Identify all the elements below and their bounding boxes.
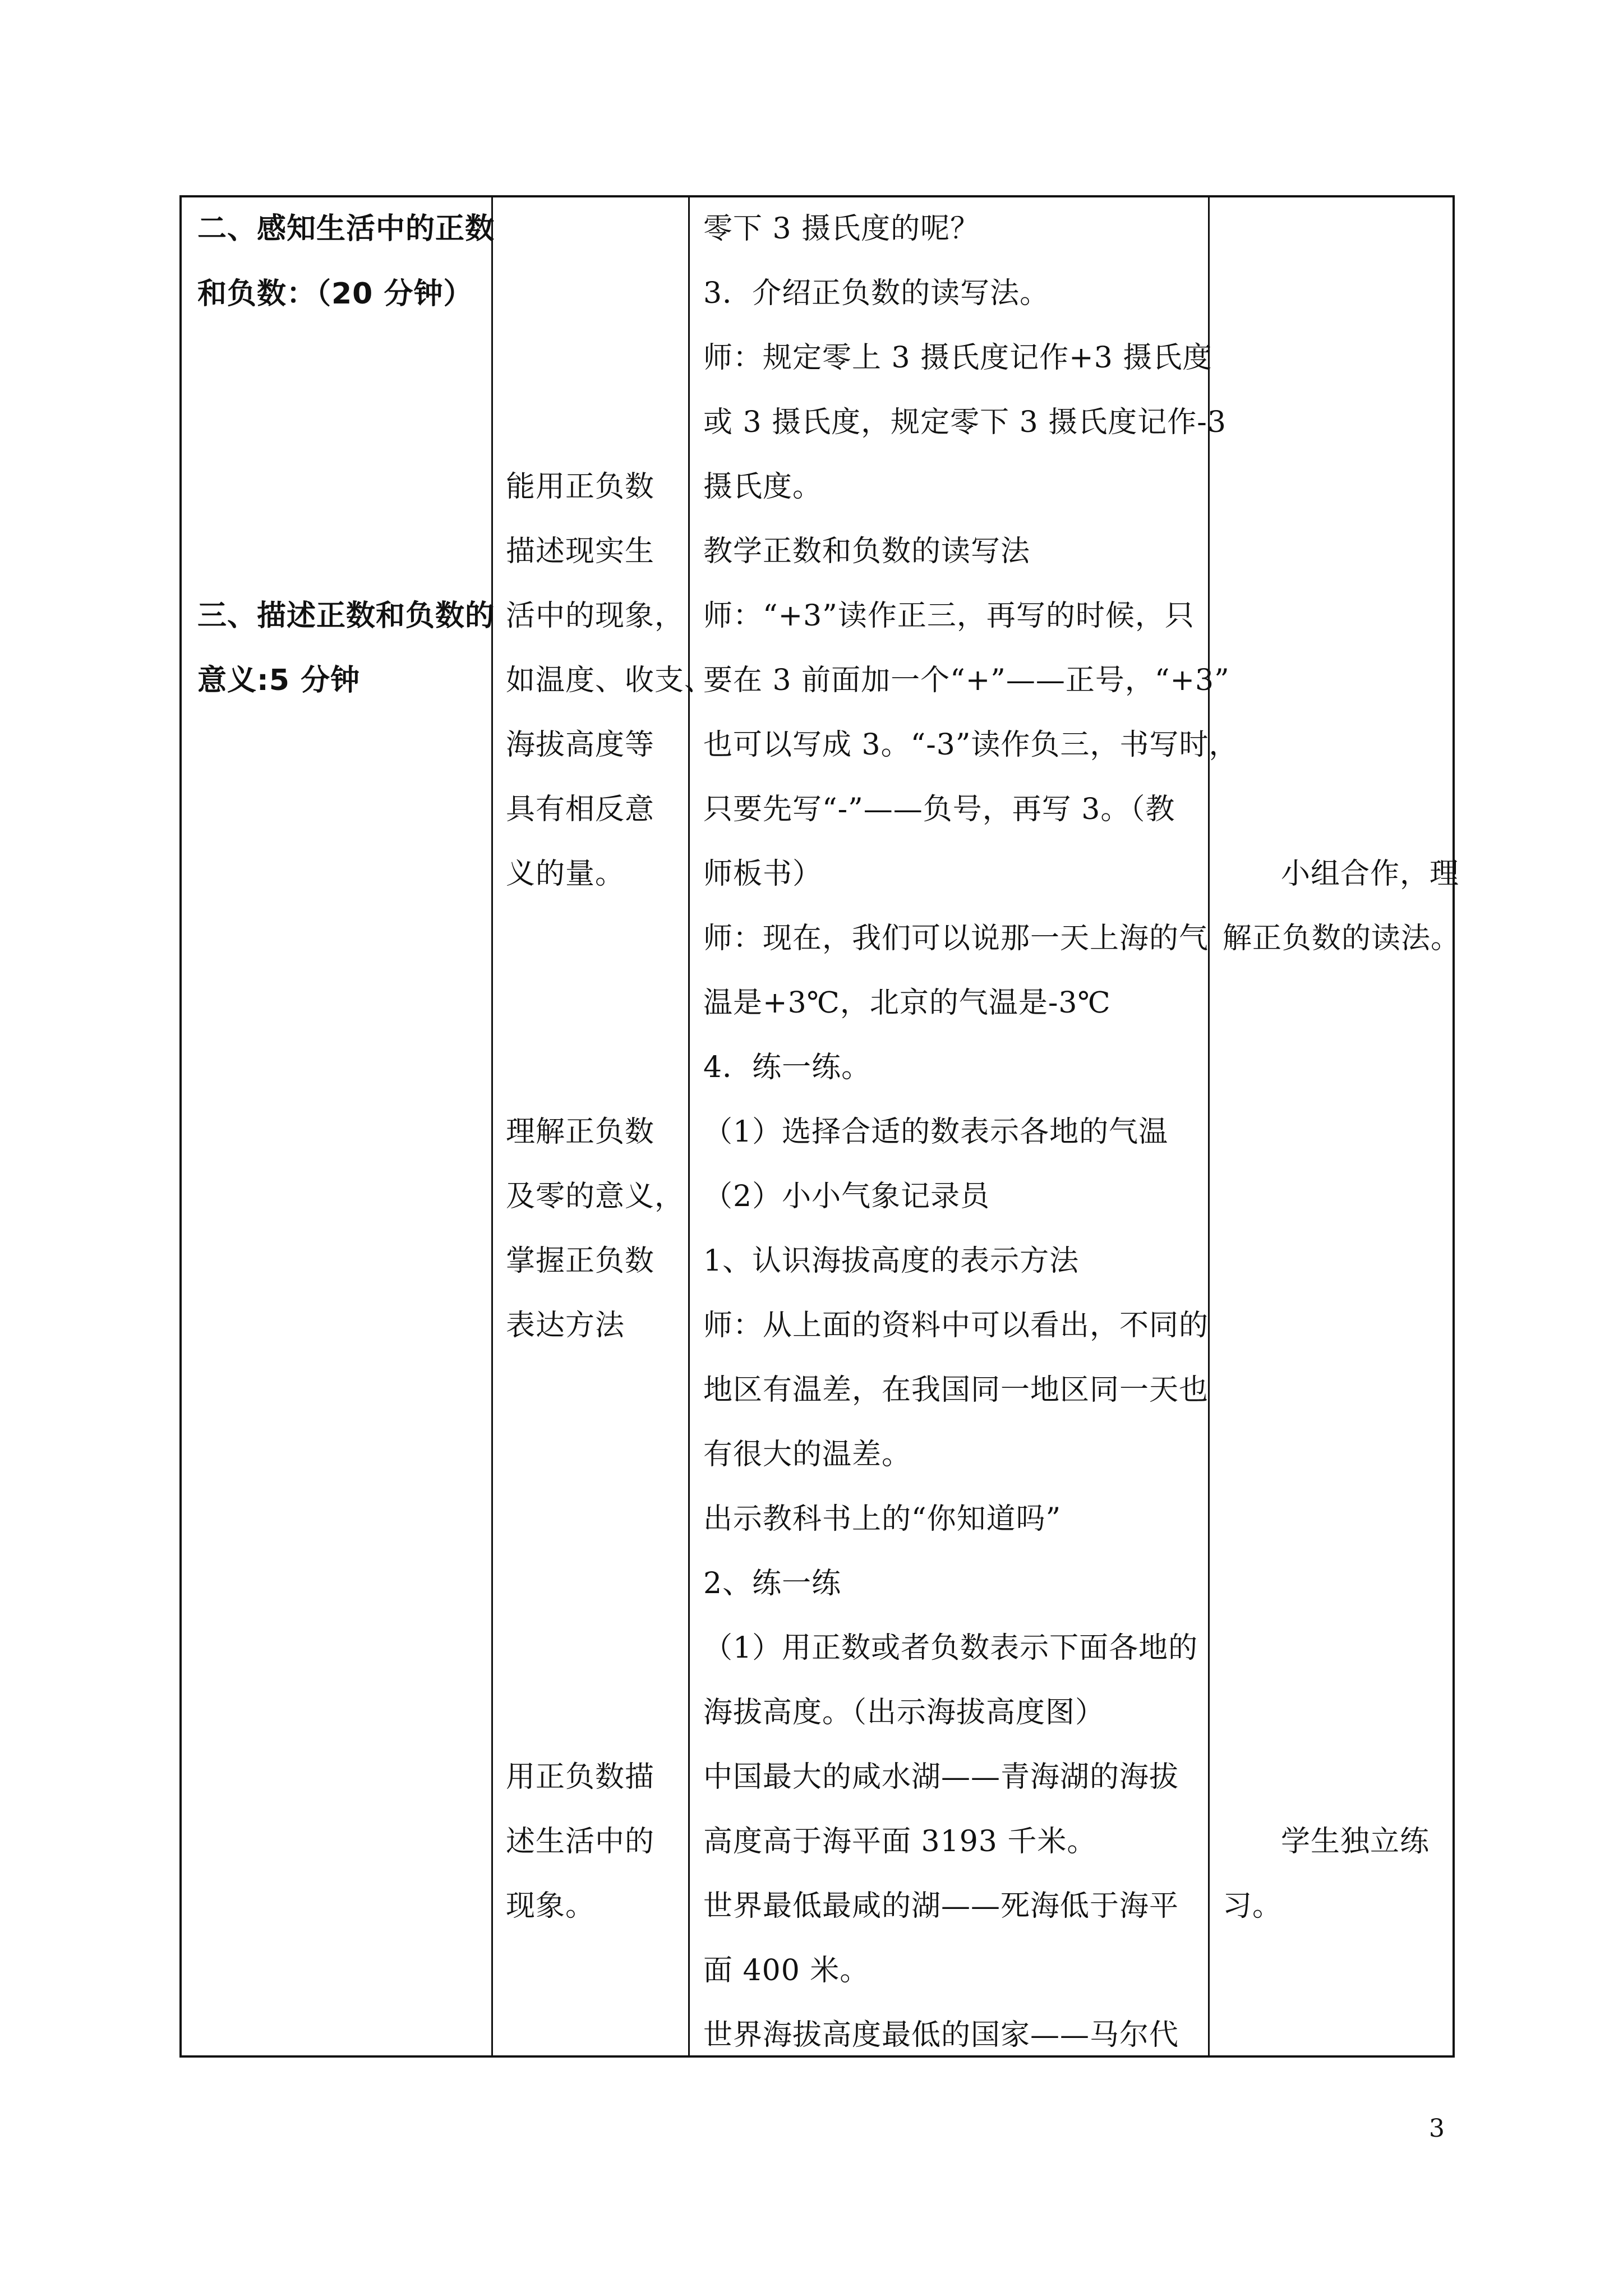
objective-line: 述生活中的 [506,1825,655,1858]
process-line: 出示教科书上的“你知道吗” [703,1502,1062,1536]
process-line: （1）选择合适的数表示各地的气温 [703,1115,1169,1149]
stage-heading-3-line-1: 三、描述正数和负数的 [197,599,495,633]
objective-line: 掌握正负数 [506,1244,655,1278]
process-line: 4．练一练。 [703,1051,872,1084]
process-line: 高度高于海平面 3193 千米。 [703,1825,1097,1858]
process-line: 要在 3 前面加一个“+”——正号，“+3” [703,664,1230,697]
process-line: 师：“+3”读作正三，再写的时候，只 [703,599,1195,633]
student-note-2-line-1: 学生独立练 [1281,1825,1430,1858]
process-line: 摄氏度。 [703,470,823,504]
process-line: 2、练一练 [703,1567,842,1600]
process-line: 1、认识海拔高度的表示方法 [703,1244,1080,1278]
objective-line: 义的量。 [506,857,625,891]
process-line: 零下 3 摄氏度的呢？ [703,212,980,246]
process-line: 中国最大的咸水湖——青海湖的海拔 [703,1760,1179,1794]
objective-line: 活中的现象， [506,599,685,633]
page-number: 3 [1429,2114,1445,2143]
process-line: 只要先写“-”——负号，再写 3。（教 [703,793,1175,826]
process-line: 师：从上面的资料中可以看出，不同的 [703,1309,1209,1342]
objective-line: 海拔高度等 [506,728,655,762]
student-note-1-line-2: 解正负数的读法。 [1223,922,1461,955]
process-line: 教学正数和负数的读写法 [703,535,1031,568]
objective-line: 理解正负数 [506,1115,655,1149]
objective-line: 具有相反意 [506,793,655,826]
process-line: 地区有温差，在我国同一地区同一天也 [703,1373,1209,1407]
process-line: 或 3 摄氏度，规定零下 3 摄氏度记作-3 [703,406,1227,439]
column-divider-3 [1208,197,1210,2055]
objective-line: 现象。 [506,1889,596,1923]
objective-line: 描述现实生 [506,535,655,568]
objective-line: 用正负数描 [506,1760,655,1794]
student-note-2-line-2: 习。 [1223,1889,1283,1923]
process-line: 3．介绍正负数的读写法。 [703,277,1050,310]
process-line: 世界最低最咸的湖——死海低于海平 [703,1889,1179,1923]
objective-line: 能用正负数 [506,470,655,504]
column-divider-1 [491,197,493,2055]
objective-line: 及零的意义， [506,1180,685,1213]
process-line: 面 400 米。 [703,1954,870,1987]
objective-line: 表达方法 [506,1309,625,1342]
process-line: （1）用正数或者负数表示下面各地的 [703,1631,1198,1665]
process-line: 也可以写成 3。“-3”读作负三，书写时， [703,728,1239,762]
process-line: 师板书） [703,857,823,891]
stage-heading-3-line-2: 意义:5 分钟 [197,664,361,697]
process-line: 师：规定零上 3 摄氏度记作+3 摄氏度 [703,341,1212,375]
stage-heading-2-line-2: 和负数：（20 分钟） [197,277,473,311]
process-line: 温是+3℃，北京的气温是-3℃ [703,986,1111,1020]
process-line: 师：现在，我们可以说那一天上海的气 [703,922,1209,955]
stage-heading-2-line-1: 二、感知生活中的正数 [197,212,495,246]
process-line: 海拔高度。（出示海拔高度图） [703,1696,1105,1729]
column-divider-2 [688,197,690,2055]
process-line: （2）小小气象记录员 [703,1180,990,1213]
objective-line: 如温度、收支、 [506,664,714,697]
process-line: 世界海拔高度最低的国家——马尔代 [703,2018,1179,2052]
process-line: 有很大的温差。 [703,1438,912,1471]
student-note-1-line-1: 小组合作，理 [1281,857,1460,891]
